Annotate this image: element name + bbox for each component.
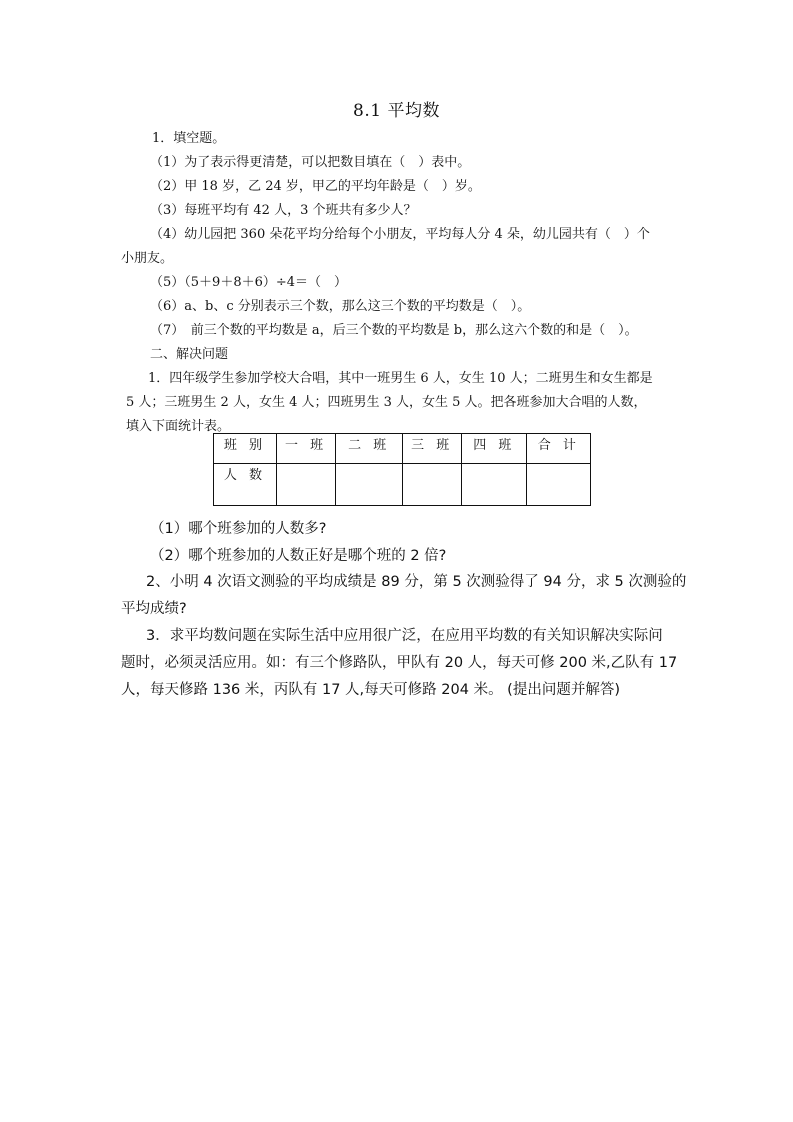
problem-2-line-2: 平均成绩? [121,601,187,617]
problem-1-line-1: 1．四年级学生参加学校大合唱，其中一班男生 6 人，女生 10 人；二班男生和女生都是 [148,371,653,386]
fill-blank-item-6: （6）a、b、c 分别表示三个数，那么这三个数的平均数是（ ）。 [150,299,531,314]
fill-blank-item-3: （3）每班平均有 42 人，3 个班共有多少人？ [150,203,417,218]
fill-blank-item-2: （2）甲 18 岁，乙 24 岁，甲乙的平均年龄是（ ）岁。 [150,179,481,194]
table-header-row [214,434,591,464]
problem-3-line-1: 3．求平均数问题在实际生活中应用很广泛，在应用平均数的有关知识解决实际问 [146,628,663,644]
problem-2-line-1: 2、小明 4 次语文测验的平均成绩是 89 分，第 5 次测验得了 94 分，求 5 次测验的 [146,574,687,590]
table-cell-class-4: 四 班 [462,434,527,464]
fill-blank-item-1: （1）为了表示得更清楚，可以把数目填在（ ）表中。 [150,155,471,170]
section2-heading: 二、解决问题 [150,347,229,362]
page-title: 8.1 平均数 [353,101,440,121]
fill-blank-item-5: （5）（5＋9＋8＋6）÷4＝（ ） [150,275,348,290]
problem-3-line-2: 题时，必须灵活应用。如：有三个修路队，甲队有 20 人，每天可修 200 米,乙队有 17 [121,655,678,671]
fill-blank-item-4-cont: 小朋友。 [121,251,174,266]
table-cell-empty[interactable] [462,464,527,506]
table-cell-empty[interactable] [336,464,403,506]
sub-question-2: （2）哪个班参加的人数正好是哪个班的 2 倍? [150,548,447,564]
section1-heading: 1．填空题。 [152,131,226,146]
table-cell-total: 合 计 [527,434,591,464]
table-cell-class-2: 二 班 [336,434,403,464]
statistics-table [213,433,591,506]
table-count-row [214,464,591,506]
table-cell-empty[interactable] [403,464,462,506]
sub-question-1: （1）哪个班参加的人数多? [150,521,327,537]
problem-1-line-2: 5 人；三班男生 2 人，女生 4 人；四班男生 3 人，女生 5 人。把各班参加大合唱的人数， [126,395,647,410]
problem-3-line-3: 人，每天修路 136 米，丙队有 17 人,每天可修路 204 米。 (提出问题并解答) [121,682,620,698]
table-cell-empty[interactable] [527,464,591,506]
table-cell-count-label: 人 数 [214,464,277,506]
fill-blank-item-7: （7） 前三个数的平均数是 a，后三个数的平均数是 b，那么这六个数的和是（ ）。 [150,323,638,338]
fill-blank-item-4: （4）幼儿园把 360 朵花平均分给每个小朋友，平均每人分 4 朵，幼儿园共有（ ）个 [150,227,650,242]
table-cell-empty[interactable] [277,464,336,506]
table-cell-class-3: 三 班 [403,434,462,464]
problem-1-line-3: 填入下面统计表。 [126,419,231,434]
table-cell-class-label: 班 别 [214,434,277,464]
table-cell-class-1: 一 班 [277,434,336,464]
